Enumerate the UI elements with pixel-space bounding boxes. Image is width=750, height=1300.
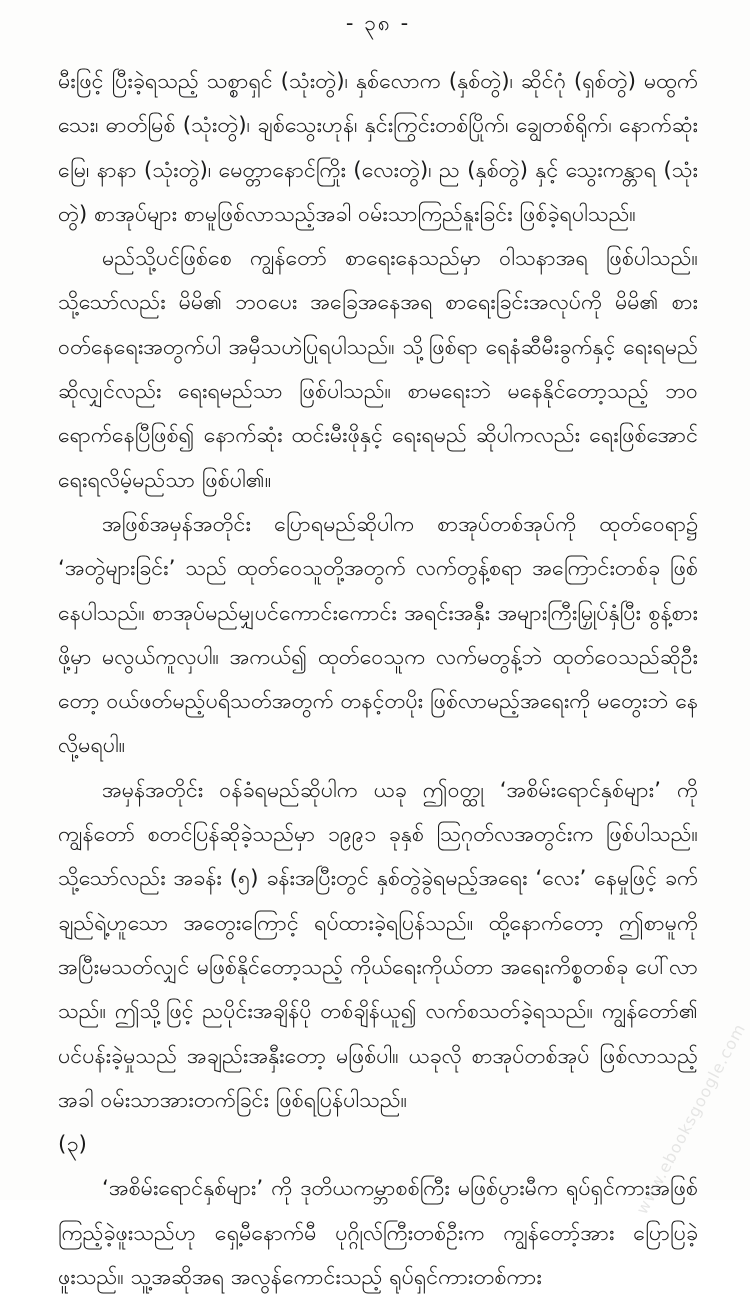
page-number: - ၃၈ - <box>345 11 411 35</box>
watermark-text: www.ebooksgoogle.com <box>631 1020 749 1218</box>
paragraph-2: မည်သို့ပင်ဖြစ်စေ ကျွန်တော် စာရေးနေသည်မှာ ဝါသနာအရ ဖြစ်ပါသည်။ သို့သော်လည်း မိမိ၏ ဘဝပေး အခြေအနေအရ စာရေးခြင်းအလုပ်ကို မိမိ၏ စားဝတ်နေရေးအတွက်ပါ အမှီသဟဲပြုရပါသည်။ သို့ဖြစ်ရာ ရေနံဆီမီးခွက်နှင့် ရေးရမည်ဆိုလျှင်လည်း ရေးရမည်သာ ဖြစ်ပါသည်။ စာမရေးဘဲ မနေနိုင်တော့သည့် ဘဝရောက်နေပြီဖြစ်၍ နောက်ဆုံး ထင်းမီးဖိုနှင့် ရေးရမည် ဆိုပါကလည်း ရေးဖြစ်အောင် ရေးရလိမ့်မည်သာ ဖြစ်ပါ၏။ <box>58 246 698 493</box>
paragraph-5: ‘အစိမ်းရောင်နှစ်များ’ ကို ဒုတိယကမ္ဘာစစ်ကြီး မဖြစ်ပွားမီက ရုပ်ရှင်ကားအဖြစ် ကြည့်ခဲ့ဖူးသည်ဟု ရှေ့မီနောက်မီ ပုဂ္ဂိုလ်ကြီးတစ်ဦးက ကျွန်တော့်အား ပြောပြခဲ့ဖူးသည်။ သူ့အဆိုအရ အလွန်ကောင်းသည့် ရုပ်ရှင်ကားတစ်ကား <box>58 1176 698 1291</box>
page-body <box>58 60 698 1300</box>
paragraph-3: အဖြစ်အမှန်အတိုင်း ပြောရမည်ဆိုပါက စာအုပ်တစ်အုပ်ကို ထုတ်ဝေရာ၌ ‘အတွဲများခြင်း’ သည် ထုတ်ဝေသူတို့အတွက် လက်တွန့်စရာ အကြောင်းတစ်ခု ဖြစ်နေပါသည်။ စာအုပ်မည်မျှပင်ကောင်းကောင်း အရင်းအနှီး အများကြီးမြှုပ်နှံပြီး စွန့်စားဖို့မှာ မလွယ်ကူလှပါ။ အကယ်၍ ထုတ်ဝေသူက လက်မတွန့်ဘဲ ထုတ်ဝေသည်ဆိုဦးတော့ ဝယ်ဖတ်မည့်ပရိသတ်အတွက် တနင့်တပိုး ဖြစ်လာမည့်အရေးကို မတွေးဘဲ နေလို့မရပါ။ <box>58 511 698 759</box>
paragraph-1: မီးဖြင့် ပြီးခဲ့ရသည့် သစ္စာရှင် (သုံးတွဲ)၊ နှစ်လောက (နှစ်တွဲ)၊ ဆိုင်ဂုံ (ရှစ်တွဲ) မထွက်သေး၊ ဓာတ်မြစ် (သုံးတွဲ)၊ ချစ်သွေးဟုန်၊ နှင်းကြွင်းတစ်ပြိုက်၊ ချွေတစ်ရိုက်၊ နောက်ဆုံးမြေ၊ နာနာ (သုံးတွဲ)၊ မေတ္တာနောင်ကြိုး (လေးတွဲ)၊ ည (နှစ်တွဲ) နှင့် သွေးကန္တာရ (သုံးတွဲ) စာအုပ်များ စာမူဖြစ်လာသည့်အခါ ဝမ်းသာကြည်နူးခြင်း ဖြစ်ခဲ့ရပါသည်။ <box>58 69 698 227</box>
paragraph-4: အမှန်အတိုင်း ဝန်ခံရမည်ဆိုပါက ယခု ဤဝတ္ထု ‘အစိမ်းရောင်နှစ်များ’ ကို ကျွန်တော် စတင်ပြန်ဆိုခဲ့သည်မှာ ၁၉၉၁ ခုနှစ် ဩဂုတ်လအတွင်းက ဖြစ်ပါသည်။ သို့သော်လည်း အခန်း (၅) ခန်းအပြီးတွင် နှစ်တွဲခွဲရမည့်အရေး ‘လေး’ နေမှုဖြင့် ခက်ချည်ရဲ့ဟူသော အတွေးကြောင့် ရပ်ထားခဲ့ရပြန်သည်။ ထို့နောက်တော့ ဤစာမူကို အပြီးမသတ်လျှင် မဖြစ်နိုင်တော့သည့် ကိုယ်ရေးကိုယ်တာ အရေးကိစ္စတစ်ခု ပေါ်လာသည်။ ဤသို့ဖြင့် ညပိုင်းအချိန်ပို တစ်ချိန်ယူ၍ လက်စသတ်ခဲ့ရသည်။ ကျွန်တော်၏ ပင်ပန်းခဲ့မှုသည် အချည်းအနှီးတော့ မဖြစ်ပါ။ ယခုလို စာအုပ်တစ်အုပ် ဖြစ်လာသည့်အခါ ဝမ်းသာအားတက်ခြင်း ဖြစ်ရပြန်ပါသည်။ <box>58 777 698 1113</box>
section-number: (၃) <box>58 1132 87 1158</box>
